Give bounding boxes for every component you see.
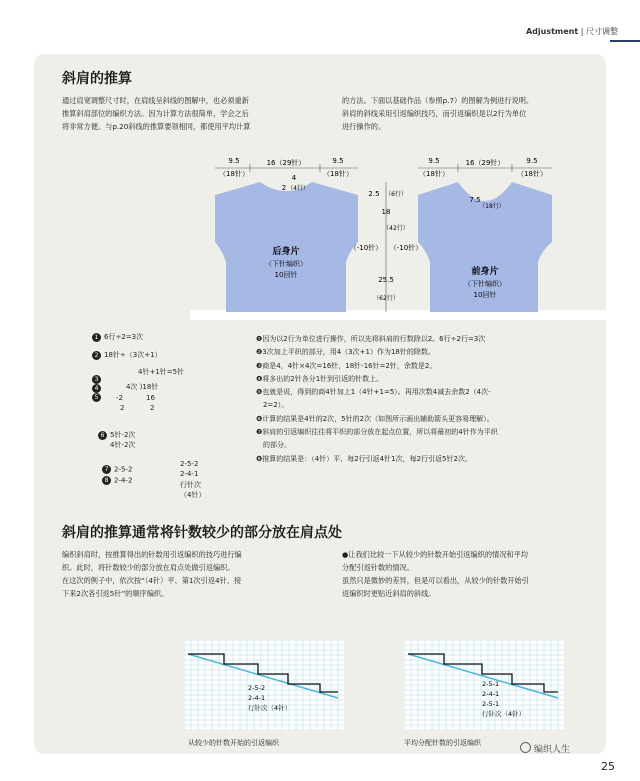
step-5-badge: 5 xyxy=(92,393,101,402)
calc-1 xyxy=(92,332,143,342)
back-right-width: 9.5 xyxy=(332,157,344,165)
para-line: 织。此时，将针数较少的部分放在肩点处做引返编织。 xyxy=(62,563,235,572)
step-line: 2=2）。 xyxy=(256,401,289,410)
section1-para-right xyxy=(342,94,592,133)
section1-para-left xyxy=(62,94,322,133)
chart-left-label-3: 行针次（4针） xyxy=(248,704,292,712)
calc-3-mid: 4次 )18针 xyxy=(126,383,159,391)
calc-7-a: 2-5-2 xyxy=(114,465,133,474)
side-62: （62行） xyxy=(373,295,399,302)
front-piece-sub: （下针编织） xyxy=(464,280,506,288)
side-18: 18 xyxy=(381,208,391,216)
back-piece-rows: 10回针 xyxy=(274,271,298,279)
para-line: 分配引返针数的情况。 xyxy=(342,563,414,572)
para-line: 进行操作的。 xyxy=(342,122,386,131)
calc-3-b: 16 xyxy=(146,394,155,402)
section2-title: 斜肩的推算通常将针数较少的部分放在肩点处 xyxy=(62,525,342,541)
front-left-st: （18针） xyxy=(419,170,449,178)
chart-right-label-1: 2-5-1 xyxy=(482,680,500,688)
front-piece-name: 前身片 xyxy=(471,267,499,277)
para-line: 下来2次各引返5针”的顺序编织。 xyxy=(62,589,169,598)
calc-8-b: 2-4-1 xyxy=(180,470,199,478)
header-section: Adjustment xyxy=(525,27,579,36)
calc-3-d: 2 xyxy=(150,404,155,412)
step-1-badge: 1 xyxy=(92,333,101,342)
step-8-badge: 8 xyxy=(102,476,111,485)
header-subtitle: 尺寸调整 xyxy=(586,27,618,36)
para-line: 的方法。下面以基础作品（参照p.7）的图解为例进行说明。 xyxy=(342,96,534,105)
para-line: 虽然只是微妙的差异，但是可以看出，从较少的针数开始引 xyxy=(342,576,529,585)
chart-right-caption: 平均分配针数的引返编织 xyxy=(404,739,481,747)
step-4-badge: 4 xyxy=(92,384,101,393)
step-line: ❻计算的结果是4针的2次，5针的2次（如图所示画出辅助箭头更容易理解）。 xyxy=(256,414,494,423)
front-mid-width: 16（29针） xyxy=(465,159,505,167)
chart-right-label-2: 2-4-1 xyxy=(482,690,500,698)
para-line: ●让我们比较一下从较少的针数开始引返编织的情况和平均 xyxy=(342,550,528,559)
para-line: 斜肩的斜线采用引返编织技巧，而引返编织是以2行为单位 xyxy=(342,109,527,118)
para-line: 将非常方便。与p.20斜线的推算要领相同，都使用平均计算 xyxy=(62,122,251,131)
calc-block xyxy=(92,330,242,500)
para-line: 在这次的例子中，依次按“（4针）平、第1次引返4针、接 xyxy=(62,576,242,585)
step-line: ❸商是4，4针×4次=16针，18针-16针=2针，余数是2。 xyxy=(256,361,437,370)
side-42: （42行） xyxy=(383,225,409,232)
calc-7 xyxy=(102,465,132,474)
calc-6 xyxy=(98,430,135,440)
calc-7-b: 2-4-2 xyxy=(114,476,133,485)
front-depth: 7.5 xyxy=(469,196,481,204)
calc-3-top: 4针+1针=5针 xyxy=(138,368,185,376)
calc-8 xyxy=(102,476,132,485)
calc-8-d: （4针） xyxy=(180,491,206,499)
calc-badges xyxy=(92,375,104,411)
dec-left: （-10针） xyxy=(349,244,383,252)
para-line: 通过肩宽调整尺寸时，在肩线呈斜线的图解中，也必须重新 xyxy=(62,96,249,105)
wechat-icon xyxy=(520,742,531,753)
section2-para-right xyxy=(342,548,602,600)
page-header xyxy=(526,26,618,37)
step-line: ❺也就是说，得到的商4针加上1（4针+1=5）。再用次数4减去余数2（4次- xyxy=(256,388,491,397)
para-line: 推算斜肩部位的编织方法。因为计算方法很简单，学会之后 xyxy=(62,109,249,118)
page-number: 25 xyxy=(601,760,615,773)
back-right-st: （18针） xyxy=(323,170,353,178)
section2-para-left xyxy=(62,548,332,600)
step-line: 的部分。 xyxy=(256,441,291,450)
section1-title: 斜肩的推算 xyxy=(62,71,132,87)
chart-left-label-2: 2-4-1 xyxy=(248,694,266,702)
step-line: ❼斜肩的引返编织往往将平织的部分放在起点位置，所以将最初的4针作为平织 xyxy=(256,428,498,437)
back-neck-top: 4 xyxy=(291,174,297,182)
front-piece-rows: 10回针 xyxy=(473,291,497,299)
step-line: ❽推算的结果是：（4针）平、每2行引返4针1次，每2行引返5针2次。 xyxy=(256,454,472,463)
back-piece-sub: （下针编织） xyxy=(265,260,307,268)
calc-1-text: 6行÷2=3次 xyxy=(104,333,144,341)
back-left-width: 9.5 xyxy=(228,157,240,165)
calc-6-b: 4针-2次 xyxy=(110,441,136,449)
side-2-5: 2.5 xyxy=(368,190,380,198)
step-7-badge: 7 xyxy=(102,465,111,474)
watermark: 编织人生 xyxy=(534,745,571,755)
back-neck-depth: 2 xyxy=(281,184,287,192)
side-6rows: （6行） xyxy=(385,191,407,198)
front-depth-rows: （18行） xyxy=(479,203,505,210)
chart-left-label-1: 2-5-2 xyxy=(248,684,266,692)
header-sep: | xyxy=(580,27,584,36)
step-line: ❷3次加上平织的部分，用4（3次+1）作为18针的除数。 xyxy=(256,348,435,357)
calc-8-a: 2-5-2 xyxy=(180,460,199,468)
calc-2-text: 18针÷（3次+1） xyxy=(104,351,162,359)
para-line: 返编织时更贴近斜肩的斜线。 xyxy=(342,589,436,598)
front-right-width: 9.5 xyxy=(526,157,538,165)
chart-left-caption: 从较少的针数开始的引返编织 xyxy=(188,739,279,747)
para-line: 编织斜肩时，按推算得出的针数用引返编织的技巧进行编 xyxy=(62,550,242,559)
calc-2 xyxy=(92,350,162,360)
steps-list xyxy=(256,333,596,466)
header-rule xyxy=(610,40,640,42)
back-piece-name: 后身片 xyxy=(272,247,300,257)
step-line: ❹将多出的2针各分1针到引返的针数上。 xyxy=(256,374,384,383)
calc-8-c: 行针次 xyxy=(180,481,201,489)
front-right-st: （18针） xyxy=(517,170,547,178)
step-3-badge: 3 xyxy=(92,375,101,384)
side-25-5: 25.5 xyxy=(378,276,394,284)
calc-3-a: -2 xyxy=(116,394,123,402)
calc-6-a: 5针-2次 xyxy=(110,431,136,439)
calc-3-c: 2 xyxy=(120,404,125,412)
step-6-badge: 6 xyxy=(98,431,107,440)
chart-right-label-4: 行针次（4针） xyxy=(482,710,526,718)
back-neck-rows: （4行） xyxy=(287,185,309,192)
step-2-badge: 2 xyxy=(92,351,101,360)
chart-left xyxy=(184,640,344,730)
back-left-st: （18针） xyxy=(219,170,249,178)
dec-right: （-10针） xyxy=(389,244,423,252)
front-left-width: 9.5 xyxy=(428,157,440,165)
chart-right xyxy=(404,640,564,730)
step-line: ❶因为以2行为单位进行操作，所以先将斜肩的行数除以2。6行÷2行=3次 xyxy=(256,335,486,343)
garment-diagram xyxy=(190,150,610,320)
chart-right-label-3: 2-5-1 xyxy=(482,700,500,708)
back-mid-width: 16（29针） xyxy=(266,159,306,167)
